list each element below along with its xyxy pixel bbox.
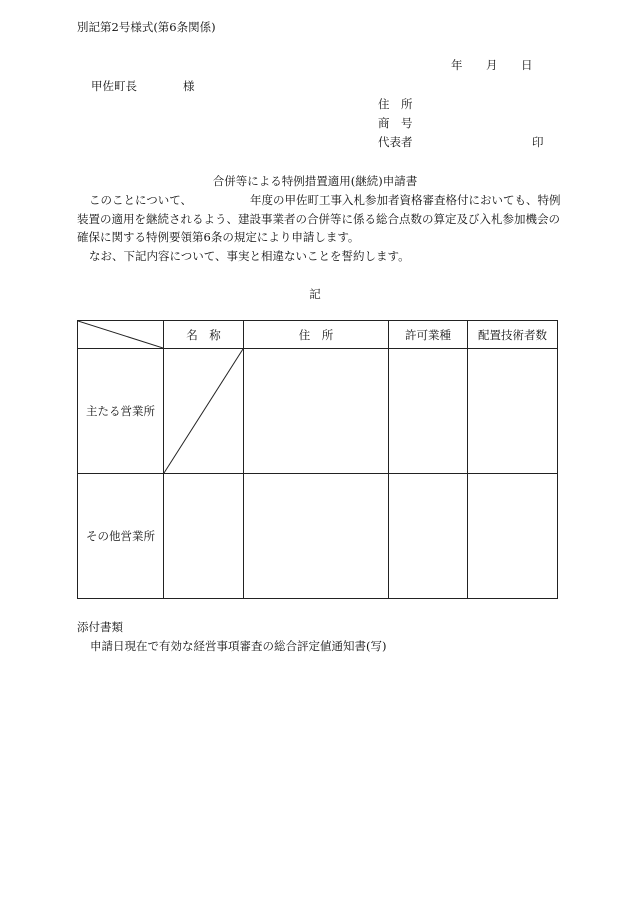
office-table <box>77 320 558 599</box>
attachments-heading: 添付書類 <box>77 620 123 634</box>
other-office-engineer-cell[interactable] <box>468 474 558 599</box>
header-license-type: 許可業種 <box>389 321 468 349</box>
other-office-address-cell[interactable] <box>244 474 389 599</box>
ki-heading: 記 <box>309 287 321 301</box>
addressee-name: 甲佐町長 <box>91 79 137 93</box>
main-office-license-cell[interactable] <box>389 349 468 474</box>
header-engineer-count: 配置技術者数 <box>468 321 558 349</box>
other-office-name-cell[interactable] <box>164 474 244 599</box>
main-office-engineer-cell[interactable] <box>468 349 558 474</box>
attachment-item: 申請日現在で有効な経営事項審査の総合評定値通知書(写) <box>90 639 387 653</box>
strike-diagonal-line <box>164 349 243 473</box>
applicant-trade-name-label: 商 号 <box>378 116 413 130</box>
header-address: 住 所 <box>244 321 389 349</box>
applicant-address-label: 住 所 <box>378 97 413 111</box>
main-office-name-cell <box>164 349 244 474</box>
seal-mark: 印 <box>532 135 544 149</box>
row-label-main-office: 主たる営業所 <box>78 349 164 474</box>
body-para1-lead: このことについて、 <box>89 193 193 207</box>
date-year-label: 年 <box>451 58 463 72</box>
main-office-address-cell[interactable] <box>244 349 389 474</box>
corner-diagonal-cell <box>78 321 164 349</box>
document-title: 合併等による特例措置適用(継続)申請書 <box>212 174 418 188</box>
addressee-honorific: 様 <box>183 79 195 93</box>
body-text <box>77 191 563 266</box>
date-month-label: 月 <box>486 58 498 72</box>
header-name: 名 称 <box>164 321 244 349</box>
date-day-label: 日 <box>521 58 533 72</box>
form-id: 別記第2号様式(第6条関係) <box>77 20 216 34</box>
applicant-representative-label: 代表者 <box>378 135 413 149</box>
diagonal-line <box>78 321 163 348</box>
table-row-other-offices <box>78 474 558 599</box>
table-row-main-office <box>78 349 558 474</box>
row-label-other-offices: その他営業所 <box>78 474 164 599</box>
other-office-license-cell[interactable] <box>389 474 468 599</box>
table-header-row <box>78 321 558 349</box>
body-paragraph-2: なお、下記内容について、事実と相違ないことを誓約します。 <box>89 249 410 264</box>
body-paragraph-1 <box>77 191 563 247</box>
body-para1-rest: 年度の甲佐町工事入札参加者資格審査格付においても、特例装置の適用を継続されるよう、建設事業者の合併等に係る総合点数の算定及び入札参加機会の確保に関する特例要領第6条の規定により申請します。 <box>77 193 561 245</box>
